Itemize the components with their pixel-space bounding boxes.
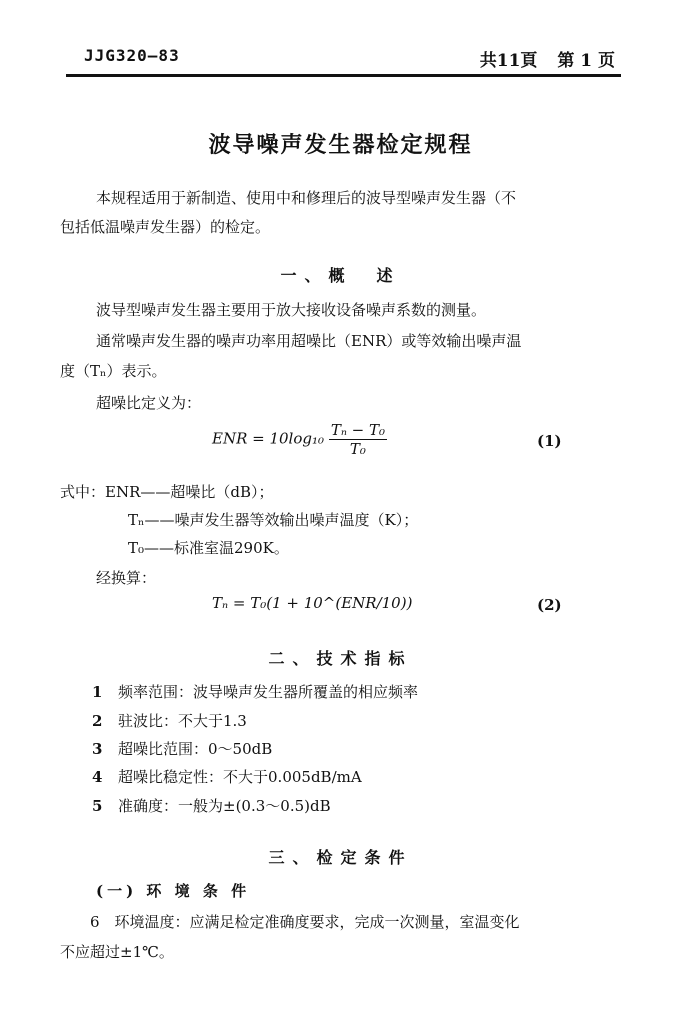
header-rule — [66, 74, 621, 77]
spec-item-4: 4 超噪比稳定性：不大于0.005dB/mA — [92, 768, 362, 786]
where-line-1 — [60, 482, 274, 502]
standard-code: JJG320—83 — [84, 46, 180, 65]
section-1-para-1: 波导型噪声发生器主要用于放大接收设备噪声系数的测量。 — [96, 301, 487, 319]
section-2-heading: 二、技术指标 — [268, 649, 413, 668]
formula-1 — [212, 421, 387, 458]
spec-item-2: 2 驻波比：不大于1.3 — [92, 712, 247, 730]
formula-1-lhs: ENR = 10log₁₀ — [212, 429, 325, 448]
definition-label: 超噪比定义为： — [96, 394, 202, 412]
formula-1-denominator: T₀ — [349, 440, 366, 458]
section-1-para-2-line-2: 度（Tₙ）表示。 — [60, 362, 167, 380]
conversion-label: 经换算： — [96, 569, 157, 587]
spec-item-5: 5 准确度：一般为±(0.3～0.5)dB — [92, 797, 331, 815]
page-info — [480, 46, 615, 71]
formula-1-fraction — [329, 421, 387, 458]
where-item-3: T₀——标准室温290K。 — [128, 539, 289, 557]
section-1-para-2-line-1: 通常噪声发生器的噪声功率用超噪比（ENR）或等效输出噪声温 — [96, 332, 522, 350]
where-label: 式中： — [60, 483, 106, 501]
formula-2-number: (2) — [537, 596, 562, 614]
formula-1-number: (1) — [537, 432, 562, 450]
subsection-1-heading: (一) 环 境 条 件 — [96, 882, 251, 900]
page-number: 第 1 页 — [557, 51, 615, 71]
intro-line-2: 包括低温噪声发生器）的检定。 — [60, 218, 271, 236]
total-pages: 共11頁 — [479, 51, 538, 71]
where-item-2: Tₙ——噪声发生器等效输出噪声温度（K）； — [128, 511, 419, 529]
formula-1-numerator: Tₙ − T₀ — [330, 421, 386, 439]
page-header — [0, 46, 681, 76]
clause-6-line-1: 6 环境温度：应满足检定准确度要求，完成一次测量，室温变化 — [90, 913, 520, 931]
spec-item-3: 3 超噪比范围：0～50dB — [92, 740, 273, 758]
where-item-1: ENR——超噪比（dB）； — [105, 483, 274, 501]
formula-2: Tₙ = T₀(1 + 10^(ENR/10)) — [212, 594, 413, 612]
section-3-heading: 三、检定条件 — [268, 848, 413, 867]
spec-item-1: 1 频率范围：波导噪声发生器所覆盖的相应频率 — [92, 683, 419, 701]
clause-6-line-2: 不应超过±1℃。 — [60, 943, 174, 961]
intro-line-1: 本规程适用于新制造、使用中和修理后的波导型噪声发生器（不 — [96, 189, 517, 207]
document-title: 波导噪声发生器检定规程 — [208, 132, 473, 158]
section-1-heading: 一、概 述 — [280, 266, 401, 285]
